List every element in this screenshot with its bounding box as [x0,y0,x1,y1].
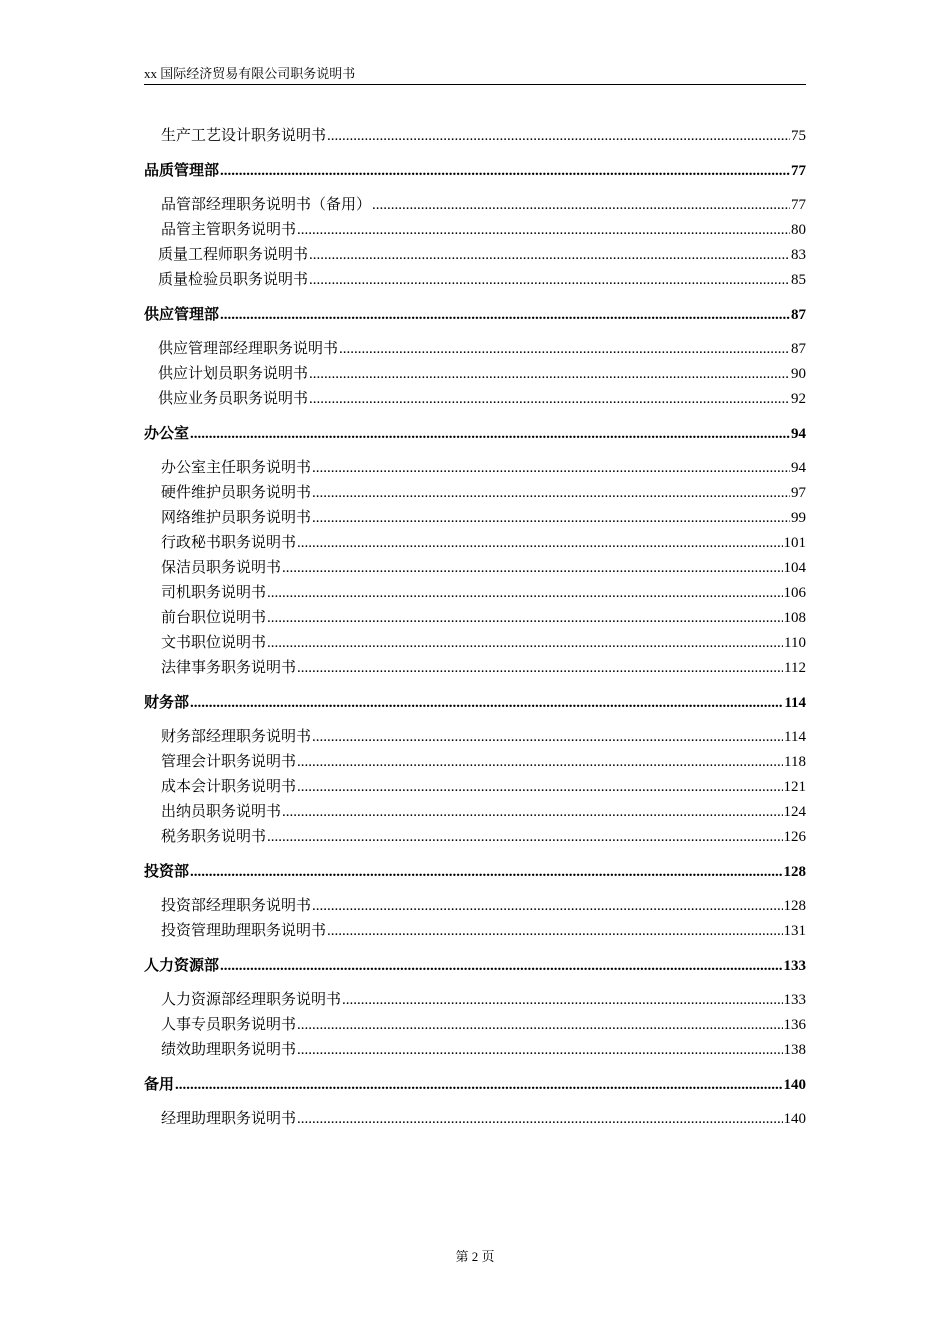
toc-entry-label: 供应管理部经理职务说明书 [158,341,339,357]
toc-entry-label: 办公室主任职务说明书 [161,460,312,476]
toc-entry-label: 法律事务职务说明书 [161,660,297,676]
toc-dot-leader [297,750,783,775]
toc-dot-leader [282,800,782,825]
toc-dot-leader [309,387,790,412]
toc-dot-leader [267,631,783,656]
toc-entry-page-number: 124 [783,804,806,820]
toc-entry[interactable] [144,1038,806,1063]
toc-entry-label: 质量检验员职务说明书 [158,272,309,288]
toc-entry[interactable] [144,387,806,412]
toc-entry-page-number: 99 [791,510,806,526]
toc-entry-label: 供应管理部 [144,307,220,323]
toc-entry[interactable] [144,656,806,681]
toc-dot-leader [282,556,782,581]
toc-entry-page-number: 128 [783,898,806,914]
toc-dot-leader [312,894,782,919]
toc-entry[interactable] [144,631,806,656]
toc-entry-page-number: 97 [791,485,806,501]
toc-entry-page-number: 94 [791,426,806,442]
toc-entry-label: 财务部 [144,695,190,711]
toc-entry-page-number: 138 [783,1042,806,1058]
toc-entry-label: 人力资源部 [144,958,220,974]
toc-dot-leader [220,954,782,979]
toc-entry-label: 品管部经理职务说明书（备用） [161,197,372,213]
toc-entry-page-number: 121 [783,779,806,795]
toc-entry-label: 人事专员职务说明书 [161,1017,297,1033]
toc-dot-leader [175,1073,782,1098]
toc-entry-page-number: 114 [784,695,806,711]
toc-section-entry[interactable] [144,954,806,979]
toc-entry-page-number: 104 [783,560,806,576]
toc-entry-label: 绩效助理职务说明书 [161,1042,297,1058]
toc-entry-label: 保洁员职务说明书 [161,560,282,576]
table-of-contents [144,124,806,1132]
toc-dot-leader [190,860,782,885]
toc-entry-page-number: 85 [791,272,806,288]
toc-dot-leader [297,775,782,800]
toc-entry-label: 出纳员职务说明书 [161,804,282,820]
toc-entry-page-number: 83 [791,247,806,263]
toc-entry-label: 税务职务说明书 [161,829,267,845]
toc-entry-label: 投资部经理职务说明书 [161,898,312,914]
toc-entry-page-number: 128 [783,864,806,880]
toc-entry-page-number: 87 [791,307,806,323]
toc-dot-leader [327,124,790,149]
toc-section-entry[interactable] [144,860,806,885]
toc-entry[interactable] [144,581,806,606]
toc-entry[interactable] [144,506,806,531]
toc-entry-label: 硬件维护员职务说明书 [161,485,312,501]
toc-dot-leader [297,1107,782,1132]
toc-dot-leader [297,531,782,556]
toc-entry[interactable] [144,362,806,387]
toc-entry[interactable] [144,725,806,750]
toc-entry-label: 品质管理部 [144,163,220,179]
toc-entry[interactable] [144,919,806,944]
toc-dot-leader [267,606,782,631]
toc-dot-leader [220,159,790,184]
toc-entry-page-number: 106 [783,585,806,601]
toc-dot-leader [267,581,782,606]
toc-entry-label: 网络维护员职务说明书 [161,510,312,526]
toc-entry-page-number: 92 [791,391,806,407]
toc-dot-leader [312,506,790,531]
toc-entry[interactable] [144,1107,806,1132]
toc-entry[interactable] [144,775,806,800]
toc-dot-leader [312,725,783,750]
page-footer [0,1246,950,1265]
toc-section-entry[interactable] [144,422,806,447]
toc-entry-label: 投资管理助理职务说明书 [161,923,327,939]
toc-entry-page-number: 90 [791,366,806,382]
toc-dot-leader [297,1013,782,1038]
toc-dot-leader [297,1038,782,1063]
toc-entry[interactable] [144,531,806,556]
toc-entry-page-number: 114 [784,729,806,745]
toc-entry-label: 财务部经理职务说明书 [161,729,312,745]
toc-entry-label: 前台职位说明书 [161,610,267,626]
toc-dot-leader [297,218,790,243]
toc-entry-page-number: 126 [783,829,806,845]
toc-entry-page-number: 94 [791,460,806,476]
toc-entry-label: 供应计划员职务说明书 [158,366,309,382]
toc-entry-label: 质量工程师职务说明书 [158,247,309,263]
toc-entry[interactable] [144,481,806,506]
toc-entry-label: 司机职务说明书 [161,585,267,601]
toc-entry[interactable] [144,825,806,850]
toc-dot-leader [267,825,782,850]
toc-entry-label: 供应业务员职务说明书 [158,391,309,407]
toc-dot-leader [297,656,783,681]
toc-dot-leader [220,303,790,328]
toc-section-entry[interactable] [144,691,806,716]
toc-entry-page-number: 131 [783,923,806,939]
toc-entry-label: 人力资源部经理职务说明书 [161,992,342,1008]
toc-entry-page-number: 101 [783,535,806,551]
toc-entry[interactable] [144,1013,806,1038]
toc-dot-leader [312,456,790,481]
toc-entry-page-number: 77 [791,197,806,213]
toc-entry-label: 办公室 [144,426,190,442]
toc-entry-page-number: 133 [783,958,806,974]
toc-entry[interactable] [144,243,806,268]
toc-entry-page-number: 110 [784,635,806,651]
toc-entry[interactable] [144,456,806,481]
toc-entry-page-number: 108 [783,610,806,626]
toc-dot-leader [339,337,790,362]
toc-dot-leader [312,481,790,506]
page-number: 第 2 页 [455,1249,495,1264]
toc-entry-page-number: 87 [791,341,806,357]
toc-entry-page-number: 118 [784,754,806,770]
toc-entry-label: 文书职位说明书 [161,635,267,651]
toc-entry[interactable] [144,556,806,581]
toc-entry-label: 品管主管职务说明书 [161,222,297,238]
toc-entry[interactable] [144,750,806,775]
toc-entry-label: 备用 [144,1077,175,1093]
toc-dot-leader [372,193,790,218]
toc-entry-label: 生产工艺设计职务说明书 [161,128,327,144]
toc-dot-leader [309,243,790,268]
toc-entry[interactable] [144,337,806,362]
document-header [144,64,806,85]
toc-dot-leader [342,988,782,1013]
toc-entry-page-number: 140 [783,1077,806,1093]
toc-section-entry[interactable] [144,303,806,328]
toc-entry[interactable] [144,606,806,631]
toc-entry-page-number: 75 [791,128,806,144]
toc-dot-leader [327,919,782,944]
toc-entry[interactable] [144,124,806,149]
toc-entry-page-number: 77 [791,163,806,179]
toc-entry[interactable] [144,894,806,919]
toc-entry-page-number: 112 [784,660,806,676]
toc-entry[interactable] [144,193,806,218]
toc-entry-label: 成本会计职务说明书 [161,779,297,795]
toc-entry-label: 经理助理职务说明书 [161,1111,297,1127]
toc-section-entry[interactable] [144,159,806,184]
toc-entry[interactable] [144,268,806,293]
toc-entry-page-number: 80 [791,222,806,238]
toc-entry[interactable] [144,988,806,1013]
document-header-title: xx 国际经济贸易有限公司职务说明书 [144,66,356,81]
toc-dot-leader [190,691,783,716]
toc-entry-label: 行政秘书职务说明书 [161,535,297,551]
toc-entry-page-number: 136 [783,1017,806,1033]
toc-entry[interactable] [144,218,806,243]
toc-entry-label: 投资部 [144,864,190,880]
toc-entry-page-number: 140 [783,1111,806,1127]
toc-section-entry[interactable] [144,1073,806,1098]
toc-entry[interactable] [144,800,806,825]
toc-entry-label: 管理会计职务说明书 [161,754,297,770]
toc-dot-leader [309,362,790,387]
toc-dot-leader [190,422,790,447]
toc-entry-page-number: 133 [783,992,806,1008]
toc-dot-leader [309,268,790,293]
